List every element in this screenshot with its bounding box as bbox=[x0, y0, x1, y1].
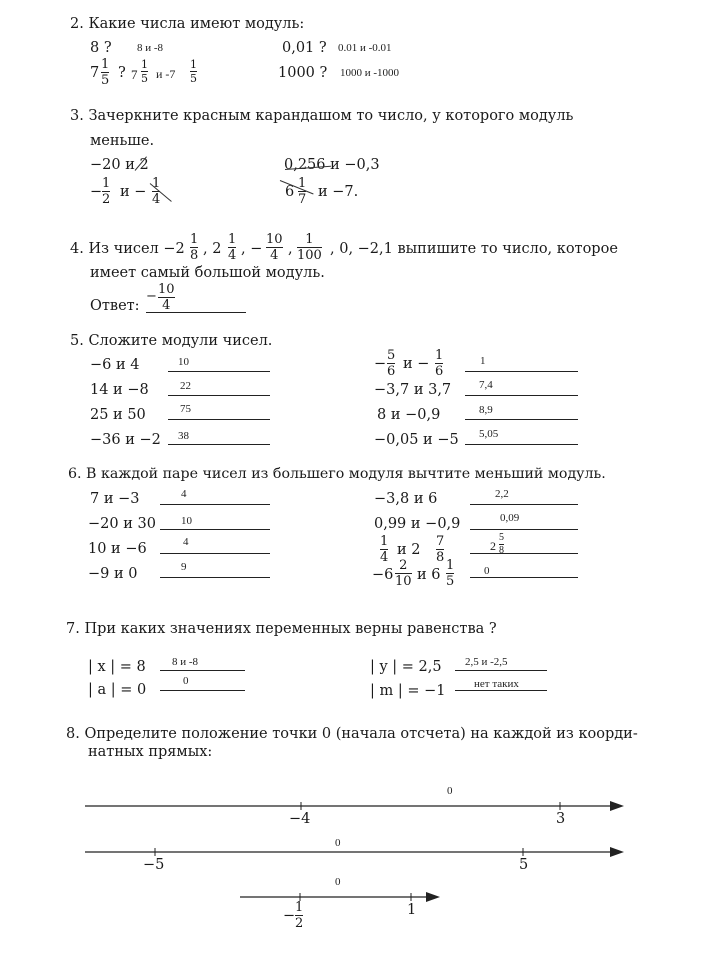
task4-n1-frac: 1 8 bbox=[190, 232, 199, 263]
task3-p4-whole: 6 bbox=[285, 184, 295, 200]
task2-q3-mark: ? bbox=[118, 65, 126, 81]
task2-title: 2. Какие числа имеют модуль: bbox=[70, 16, 305, 32]
task4-sep1: , 2 bbox=[203, 241, 222, 257]
task3-title2: меньше. bbox=[90, 133, 155, 149]
task4-n4-frac: 1 100 bbox=[297, 232, 322, 263]
task6-left-expr-4: −9 и 0 bbox=[88, 566, 138, 582]
line3-label-a-minus: − bbox=[283, 908, 296, 924]
task7-a2: 0 bbox=[183, 675, 189, 687]
task7-a1: 8 и -8 bbox=[172, 656, 199, 668]
line2-label-b: 5 bbox=[519, 857, 529, 873]
task6-title: 6. В каждой паре чисел из большего модуля вычтите меньший модуль. bbox=[68, 466, 606, 482]
task7-a4: нет таких bbox=[474, 678, 519, 690]
task4-title2: имеет самый большой модуль. bbox=[90, 265, 325, 281]
task3-p4-frac: 1 7 bbox=[298, 176, 307, 207]
task6-left-expr-1: 7 и −3 bbox=[90, 491, 140, 507]
task3-p3-and: и − bbox=[120, 184, 147, 200]
task6-left-ans-2: 10 bbox=[181, 515, 192, 527]
task2-q3-frac: 1 5 bbox=[101, 57, 110, 88]
task4-sep3: , bbox=[288, 241, 293, 257]
task6-right-ans-1: 2,2 bbox=[495, 488, 509, 500]
task6-r3-and: и 2 bbox=[397, 542, 421, 558]
task2-a3-frac2: 1 5 bbox=[190, 58, 197, 85]
task6-right-expr-1: −3,8 и 6 bbox=[374, 491, 438, 507]
task5-left-ans-4: 38 bbox=[178, 430, 189, 442]
task3-p3-minus: − bbox=[90, 184, 103, 200]
line2-label-a: −5 bbox=[143, 857, 165, 873]
task8-title: 8. Определите положение точки 0 (начала отсчета) на каждой из коорди- bbox=[66, 726, 638, 742]
task7-e4: | m | = −1 bbox=[370, 683, 446, 699]
task5-right1-minus: − bbox=[374, 356, 387, 372]
task5-right1-mid: и − bbox=[403, 356, 430, 372]
task2-a3-frac1: 1 5 bbox=[141, 58, 148, 85]
task2-q3-whole: 7 bbox=[90, 65, 100, 81]
task6-r4-pre: −6 bbox=[372, 567, 394, 583]
line3-label-b: 1 bbox=[407, 902, 417, 918]
line3-label-a-frac: 1 2 bbox=[295, 900, 304, 931]
task3-title: 3. Зачеркните красным карандашом то число, у которого модуль bbox=[70, 108, 574, 124]
task5-left-expr-3: 25 и 50 bbox=[90, 407, 146, 423]
line1-label-b: 3 bbox=[556, 811, 566, 827]
task3-p3-frac2: 1 4 bbox=[152, 176, 161, 207]
task3-p2: 0,256 и −0,3 bbox=[284, 157, 380, 173]
task2-q2: 0,01 ? bbox=[282, 40, 327, 56]
task6-right-ans-2: 0,09 bbox=[500, 512, 520, 524]
task7-a3: 2,5 и -2,5 bbox=[465, 656, 508, 668]
task6-r4-frac1: 2 10 bbox=[395, 558, 412, 589]
task5-right-ans-2: 7,4 bbox=[479, 379, 493, 391]
task4-answer-minus: − bbox=[146, 289, 157, 304]
task6-left-ans-1: 4 bbox=[181, 488, 187, 500]
task7-title: 7. При каких значениях переменных верны равенства ? bbox=[66, 621, 497, 637]
task8-title2: натных прямых: bbox=[88, 744, 213, 760]
task5-left-ans-2: 22 bbox=[180, 380, 191, 392]
task4-answer-label: Ответ: bbox=[90, 298, 140, 314]
task5-right-ans-4: 5,05 bbox=[479, 428, 499, 440]
task4-sep2: , − bbox=[241, 241, 263, 257]
task2-a3-mid: и -7 bbox=[156, 67, 176, 81]
task5-title: 5. Сложите модули чисел. bbox=[70, 333, 273, 349]
task5-right-expr-2: −3,7 и 3,7 bbox=[374, 382, 452, 398]
task6-right-ans-4: 0 bbox=[484, 565, 490, 577]
task6-r3-ans-whole: 2 bbox=[490, 539, 496, 553]
task6-right-expr-2: 0,99 и −0,9 bbox=[374, 516, 461, 532]
task5-right-ans-3: 8,9 bbox=[479, 404, 493, 416]
task2-a2: 0.01 и -0.01 bbox=[338, 42, 392, 54]
task6-left-expr-2: −20 и 30 bbox=[88, 516, 156, 532]
task4-title-b: , 0, −2,1 выпишите то число, которое bbox=[330, 241, 618, 257]
task7-e2: | a | = 0 bbox=[88, 682, 147, 698]
task5-left-expr-2: 14 и −8 bbox=[90, 382, 149, 398]
task7-e3: | y | = 2,5 bbox=[370, 659, 442, 675]
task4-n2-frac: 1 4 bbox=[228, 232, 237, 263]
task2-a1: 8 и -8 bbox=[137, 42, 164, 54]
task2-a3-whole: 7 bbox=[131, 67, 138, 82]
task3-p1: −20 и 2 bbox=[90, 157, 149, 173]
task5-right1-frac1: 5 6 bbox=[387, 348, 396, 379]
task6-r3-ans-frac: 5 8 bbox=[499, 532, 504, 556]
task5-right-expr-4: −0,05 и −5 bbox=[374, 432, 459, 448]
task6-left-ans-4: 9 bbox=[181, 561, 187, 573]
task3-p4-rest: и −7. bbox=[318, 184, 359, 200]
task5-left-expr-1: −6 и 4 bbox=[90, 357, 140, 373]
task2-q4: 1000 ? bbox=[278, 65, 328, 81]
task4-n3-frac: 10 4 bbox=[266, 232, 283, 263]
task2-q1: 8 ? bbox=[90, 40, 112, 56]
task6-r4-frac2: 1 5 bbox=[446, 558, 455, 589]
task5-left-expr-4: −36 и −2 bbox=[90, 432, 161, 448]
task6-r3-frac1: 1 4 bbox=[380, 534, 389, 565]
line1-zero: 0 bbox=[447, 785, 453, 797]
task4-title-a: 4. Из чисел −2 bbox=[70, 241, 185, 257]
task4-answer-frac: 10 4 bbox=[158, 282, 175, 313]
task3-p3-frac1: 1 2 bbox=[102, 176, 111, 207]
task6-r3-frac2: 7 8 bbox=[436, 534, 445, 565]
task7-e1: | x | = 8 bbox=[88, 659, 146, 675]
line2-zero: 0 bbox=[335, 837, 341, 849]
task5-left-ans-3: 75 bbox=[180, 403, 191, 415]
line3-zero: 0 bbox=[335, 876, 341, 888]
task6-left-expr-3: 10 и −6 bbox=[88, 541, 147, 557]
task5-right-expr-3: 8 и −0,9 bbox=[377, 407, 441, 423]
task5-right-ans-1: 1 bbox=[480, 355, 486, 367]
task6-r4-and: и 6 bbox=[417, 567, 441, 583]
task6-left-ans-3: 4 bbox=[183, 536, 189, 548]
line1-label-a: −4 bbox=[289, 811, 311, 827]
task5-right1-frac2: 1 6 bbox=[435, 348, 444, 379]
task2-a4: 1000 и -1000 bbox=[340, 67, 400, 79]
task5-left-ans-1: 10 bbox=[178, 356, 189, 368]
